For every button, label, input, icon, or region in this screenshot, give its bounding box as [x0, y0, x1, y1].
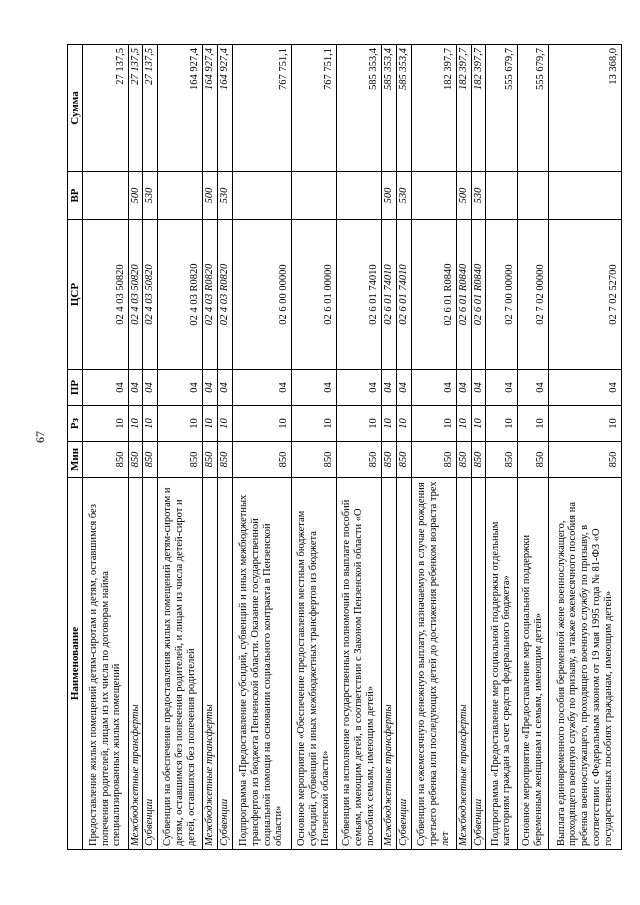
row-csr-cell: 02 4 03 50820 [143, 220, 158, 370]
row-sum-cell: 182 397,7 [471, 45, 486, 172]
row-rz-cell: 10 [471, 406, 486, 442]
row-csr-cell: 02 6 01 R0840 [456, 220, 471, 370]
row-min-cell: 850 [548, 442, 621, 478]
row-vr-cell: 500 [382, 172, 397, 220]
row-pr-cell: 04 [291, 370, 336, 406]
row-pr-cell: 04 [517, 370, 548, 406]
row-name-cell: Выплата единовременного пособия беременной жене военнослужащего, проходящего военную службу по призыву, а также ежемесячного пособия на ребенка военнослужащего, проходящего военную службу по призыву, в соответствии с Федеральным законом от 19 мая 1995 года № 81-ФЗ «О государственных пособиях гражданам, имеющим детей» [548, 478, 621, 850]
row-rz-cell: 10 [396, 406, 411, 442]
row-vr-cell: 500 [456, 172, 471, 220]
row-sum-cell: 585 353,4 [382, 45, 397, 172]
row-name-cell: Межбюджетные трансферты [128, 478, 143, 850]
row-pr-cell: 04 [336, 370, 381, 406]
row-csr-cell: 02 7 00 00000 [486, 220, 517, 370]
row-min-cell: 850 [456, 442, 471, 478]
row-sum-cell: 182 397,7 [456, 45, 471, 172]
row-sum-cell: 27 137,5 [83, 45, 128, 172]
header-name: Наименование [68, 478, 83, 850]
table-row [336, 45, 381, 850]
row-csr-cell: 02 6 00 00000 [232, 220, 291, 370]
table-row [471, 45, 486, 850]
row-vr-cell [548, 172, 621, 220]
row-sum-cell: 767 751,1 [232, 45, 291, 172]
row-name-cell: Субвенции на обеспечение предоставления жилых помещений детям-сиротам и детям, оставшимся без попечения родителей, и лицам из числа детей-сирот и детей, оставшихся без попечения родителей [158, 478, 203, 850]
table-row [396, 45, 411, 850]
table-row [128, 45, 143, 850]
row-name-cell: Подпрограмма «Предоставление субсидий, субвенций и иных межбюджетных трансфертов из бюджета Пензенской области. Оказание государственной социальной помощи на основании социального контракта в Пензенской области» [232, 478, 291, 850]
table-row [143, 45, 158, 850]
row-rz-cell: 10 [411, 406, 456, 442]
row-sum-cell: 555 679,7 [486, 45, 517, 172]
row-pr-cell: 04 [471, 370, 486, 406]
row-csr-cell: 02 4 03 R0820 [203, 220, 218, 370]
row-min-cell: 850 [203, 442, 218, 478]
budget-table-container [67, 45, 622, 850]
header-pr: ПР [68, 370, 83, 406]
row-vr-cell [486, 172, 517, 220]
table-row [486, 45, 517, 850]
row-pr-cell: 04 [203, 370, 218, 406]
table-row [83, 45, 128, 850]
row-name-cell: Межбюджетные трансферты [203, 478, 218, 850]
row-rz-cell: 10 [291, 406, 336, 442]
budget-table [67, 44, 622, 850]
row-pr-cell: 04 [232, 370, 291, 406]
row-rz-cell: 10 [548, 406, 621, 442]
row-name-cell: Субвенции на ежемесячную денежную выплату, назначаемую в случае рождения третьего ребенка или последующих детей до достижения ребенком возраста трех лет [411, 478, 456, 850]
row-min-cell: 850 [336, 442, 381, 478]
row-vr-cell [158, 172, 203, 220]
row-pr-cell: 04 [158, 370, 203, 406]
table-row [232, 45, 291, 850]
row-vr-cell: 530 [471, 172, 486, 220]
row-rz-cell: 10 [456, 406, 471, 442]
row-csr-cell: 02 4 03 50820 [128, 220, 143, 370]
table-row [456, 45, 471, 850]
row-csr-cell: 02 6 01 R0840 [471, 220, 486, 370]
row-vr-cell [291, 172, 336, 220]
row-min-cell: 850 [382, 442, 397, 478]
row-sum-cell: 767 751,1 [291, 45, 336, 172]
row-rz-cell: 10 [517, 406, 548, 442]
row-name-cell: Основное мероприятие «Обеспечение предоставления местным бюджетам субсидий, субвенций и иных межбюджетных трансфертов из бюджета Пензенской области» [291, 478, 336, 850]
row-rz-cell: 10 [128, 406, 143, 442]
row-name-cell: Субвенции [471, 478, 486, 850]
row-sum-cell: 27 137,5 [143, 45, 158, 172]
row-csr-cell: 02 6 01 R0840 [411, 220, 456, 370]
row-csr-cell: 02 7 02 00000 [517, 220, 548, 370]
row-sum-cell: 585 353,4 [396, 45, 411, 172]
row-sum-cell: 164 927,4 [217, 45, 232, 172]
row-min-cell: 850 [486, 442, 517, 478]
table-row [548, 45, 621, 850]
row-rz-cell: 10 [382, 406, 397, 442]
table-row [203, 45, 218, 850]
row-min-cell: 850 [128, 442, 143, 478]
row-vr-cell [336, 172, 381, 220]
header-vr: ВР [68, 172, 83, 220]
row-min-cell: 850 [291, 442, 336, 478]
row-csr-cell: 02 6 01 74010 [396, 220, 411, 370]
row-pr-cell: 04 [486, 370, 517, 406]
row-rz-cell: 10 [336, 406, 381, 442]
row-vr-cell [517, 172, 548, 220]
row-rz-cell: 10 [83, 406, 128, 442]
header-csr: ЦСР [68, 220, 83, 370]
row-sum-cell: 182 397,7 [411, 45, 456, 172]
row-pr-cell: 04 [382, 370, 397, 406]
row-min-cell: 850 [396, 442, 411, 478]
row-min-cell: 850 [517, 442, 548, 478]
row-rz-cell: 10 [232, 406, 291, 442]
row-sum-cell: 13 368,0 [548, 45, 621, 172]
row-rz-cell: 10 [203, 406, 218, 442]
row-name-cell: Межбюджетные трансферты [456, 478, 471, 850]
row-sum-cell: 27 137,5 [128, 45, 143, 172]
row-sum-cell: 164 927,4 [158, 45, 203, 172]
row-min-cell: 850 [471, 442, 486, 478]
row-rz-cell: 10 [486, 406, 517, 442]
row-name-cell: Предоставление жилых помещений детям-сиротам и детям, оставшимся без попечения родителей, лицам из их числа по договорам найма специализированных жилых помещений [83, 478, 128, 850]
row-pr-cell: 04 [548, 370, 621, 406]
row-csr-cell: 02 6 01 74010 [336, 220, 381, 370]
row-rz-cell: 10 [158, 406, 203, 442]
row-name-cell: Подпрограмма «Предоставление мер социальной поддержки отдельным категориям граждан за счет средств федерального бюджета» [486, 478, 517, 850]
row-sum-cell: 555 679,7 [517, 45, 548, 172]
table-row [217, 45, 232, 850]
row-vr-cell: 530 [143, 172, 158, 220]
row-pr-cell: 04 [411, 370, 456, 406]
row-min-cell: 850 [232, 442, 291, 478]
row-rz-cell: 10 [143, 406, 158, 442]
table-row [291, 45, 336, 850]
row-min-cell: 850 [217, 442, 232, 478]
table-body [83, 45, 622, 850]
row-csr-cell: 02 4 03 R0820 [217, 220, 232, 370]
row-csr-cell: 02 7 02 52700 [548, 220, 621, 370]
row-pr-cell: 04 [128, 370, 143, 406]
table-header-row [68, 45, 83, 850]
row-name-cell: Субвенции [143, 478, 158, 850]
page-number: 67 [33, 431, 47, 443]
row-pr-cell: 04 [143, 370, 158, 406]
row-vr-cell: 530 [217, 172, 232, 220]
row-csr-cell: 02 6 01 00000 [291, 220, 336, 370]
table-row [517, 45, 548, 850]
row-name-cell: Субвенции на исполнение государственных полномочий по выплате пособий семьям, имеющим детей, в соответствии с Законом Пензенской области «О пособиях семьям, имеющим детей» [336, 478, 381, 850]
row-name-cell: Межбюджетные трансферты [382, 478, 397, 850]
row-vr-cell [411, 172, 456, 220]
row-min-cell: 850 [158, 442, 203, 478]
table-row [382, 45, 397, 850]
header-min: Мин [68, 442, 83, 478]
row-min-cell: 850 [411, 442, 456, 478]
header-rz: Рз [68, 406, 83, 442]
row-min-cell: 850 [83, 442, 128, 478]
row-sum-cell: 585 353,4 [336, 45, 381, 172]
row-vr-cell [83, 172, 128, 220]
row-pr-cell: 04 [456, 370, 471, 406]
row-sum-cell: 164 927,4 [203, 45, 218, 172]
row-name-cell: Субвенции [217, 478, 232, 850]
row-vr-cell: 500 [203, 172, 218, 220]
table-row [411, 45, 456, 850]
table-row [158, 45, 203, 850]
row-name-cell: Субвенции [396, 478, 411, 850]
row-pr-cell: 04 [396, 370, 411, 406]
row-csr-cell: 02 4 03 50820 [83, 220, 128, 370]
header-sum: Сумма [68, 45, 83, 172]
row-vr-cell: 500 [128, 172, 143, 220]
row-min-cell: 850 [143, 442, 158, 478]
row-csr-cell: 02 4 03 R0820 [158, 220, 203, 370]
row-csr-cell: 02 6 01 74010 [382, 220, 397, 370]
row-pr-cell: 04 [217, 370, 232, 406]
row-vr-cell: 530 [396, 172, 411, 220]
row-name-cell: Основное мероприятие «Предоставление мер социальной поддержки беременным женщинам и семьям, имеющим детей» [517, 478, 548, 850]
row-vr-cell [232, 172, 291, 220]
row-rz-cell: 10 [217, 406, 232, 442]
row-pr-cell: 04 [83, 370, 128, 406]
